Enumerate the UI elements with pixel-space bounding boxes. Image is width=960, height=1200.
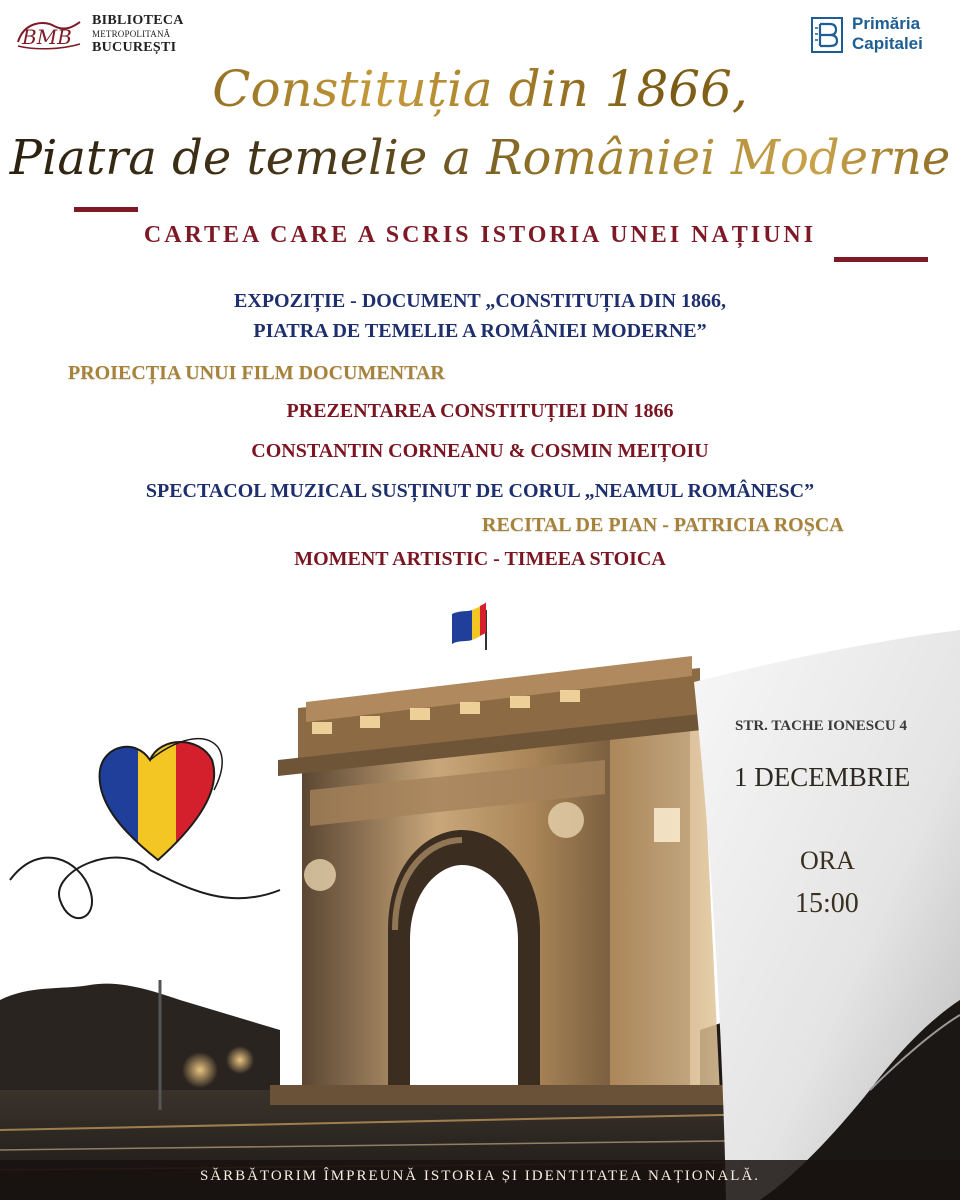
bmb-line1: BIBLIOTECA bbox=[92, 13, 184, 28]
event-time-label: ORA bbox=[800, 846, 855, 875]
primaria-name bbox=[852, 14, 923, 54]
bmb-logo bbox=[14, 14, 186, 58]
svg-text:BMB: BMB bbox=[22, 25, 72, 49]
program-item-choir: SPECTACOL MUZICAL SUSȚINUT DE CORUL „NEAMUL ROMÂNESC” bbox=[145, 480, 815, 502]
title-line1: Constituția din 1866, bbox=[0, 60, 960, 118]
romanian-flag-icon bbox=[452, 602, 486, 650]
bmb-line2: METROPOLITANĂ bbox=[92, 29, 171, 39]
title-line2: Piatra de temelie a României Moderne bbox=[0, 130, 960, 186]
event-address: STR. TACHE IONESCU 4 bbox=[735, 718, 907, 734]
event-date: 1 DECEMBRIE bbox=[734, 762, 911, 792]
program-item-presentation: PREZENTAREA CONSTITUȚIEI DIN 1866 bbox=[286, 400, 674, 422]
bmb-line3: BUCUREȘTI bbox=[92, 40, 177, 55]
program-item-piano: RECITAL DE PIAN - PATRICIA ROȘCA bbox=[482, 514, 844, 536]
footer-tagline: SĂRBĂTORIM ÎMPREUNĂ ISTORIA ȘI IDENTITATEA NAȚIONALĂ. bbox=[199, 1168, 761, 1184]
subtitle: CARTEA CARE A SCRIS ISTORIA UNEI NAȚIUNI bbox=[143, 222, 817, 248]
heart-flag-icon bbox=[10, 730, 280, 918]
program-item-film: PROIECȚIA UNUI FILM DOCUMENTAR bbox=[68, 362, 445, 384]
bmb-logo-icon bbox=[14, 16, 84, 52]
program-item-exhibition-1: EXPOZIȚIE - DOCUMENT „CONSTITUȚIA DIN 1866, bbox=[234, 290, 726, 312]
primaria-line1: Primăria bbox=[852, 14, 921, 33]
program-item-speakers: CONSTANTIN CORNEANU & COSMIN MEIȚOIU bbox=[251, 440, 709, 462]
event-time: 15:00 bbox=[795, 888, 859, 919]
decor-bar-left bbox=[74, 207, 138, 212]
primaria-line2: Capitalei bbox=[852, 34, 923, 53]
primaria-logo-icon bbox=[810, 16, 844, 54]
primaria-logo bbox=[810, 14, 950, 58]
bmb-name bbox=[92, 14, 184, 55]
program-item-artistic: MOMENT ARTISTIC - TIMEEA STOICA bbox=[294, 548, 666, 570]
program-item-exhibition-2: PIATRA DE TEMELIE A ROMÂNIEI MODERNE” bbox=[253, 320, 707, 342]
decor-bar-right bbox=[834, 257, 928, 262]
